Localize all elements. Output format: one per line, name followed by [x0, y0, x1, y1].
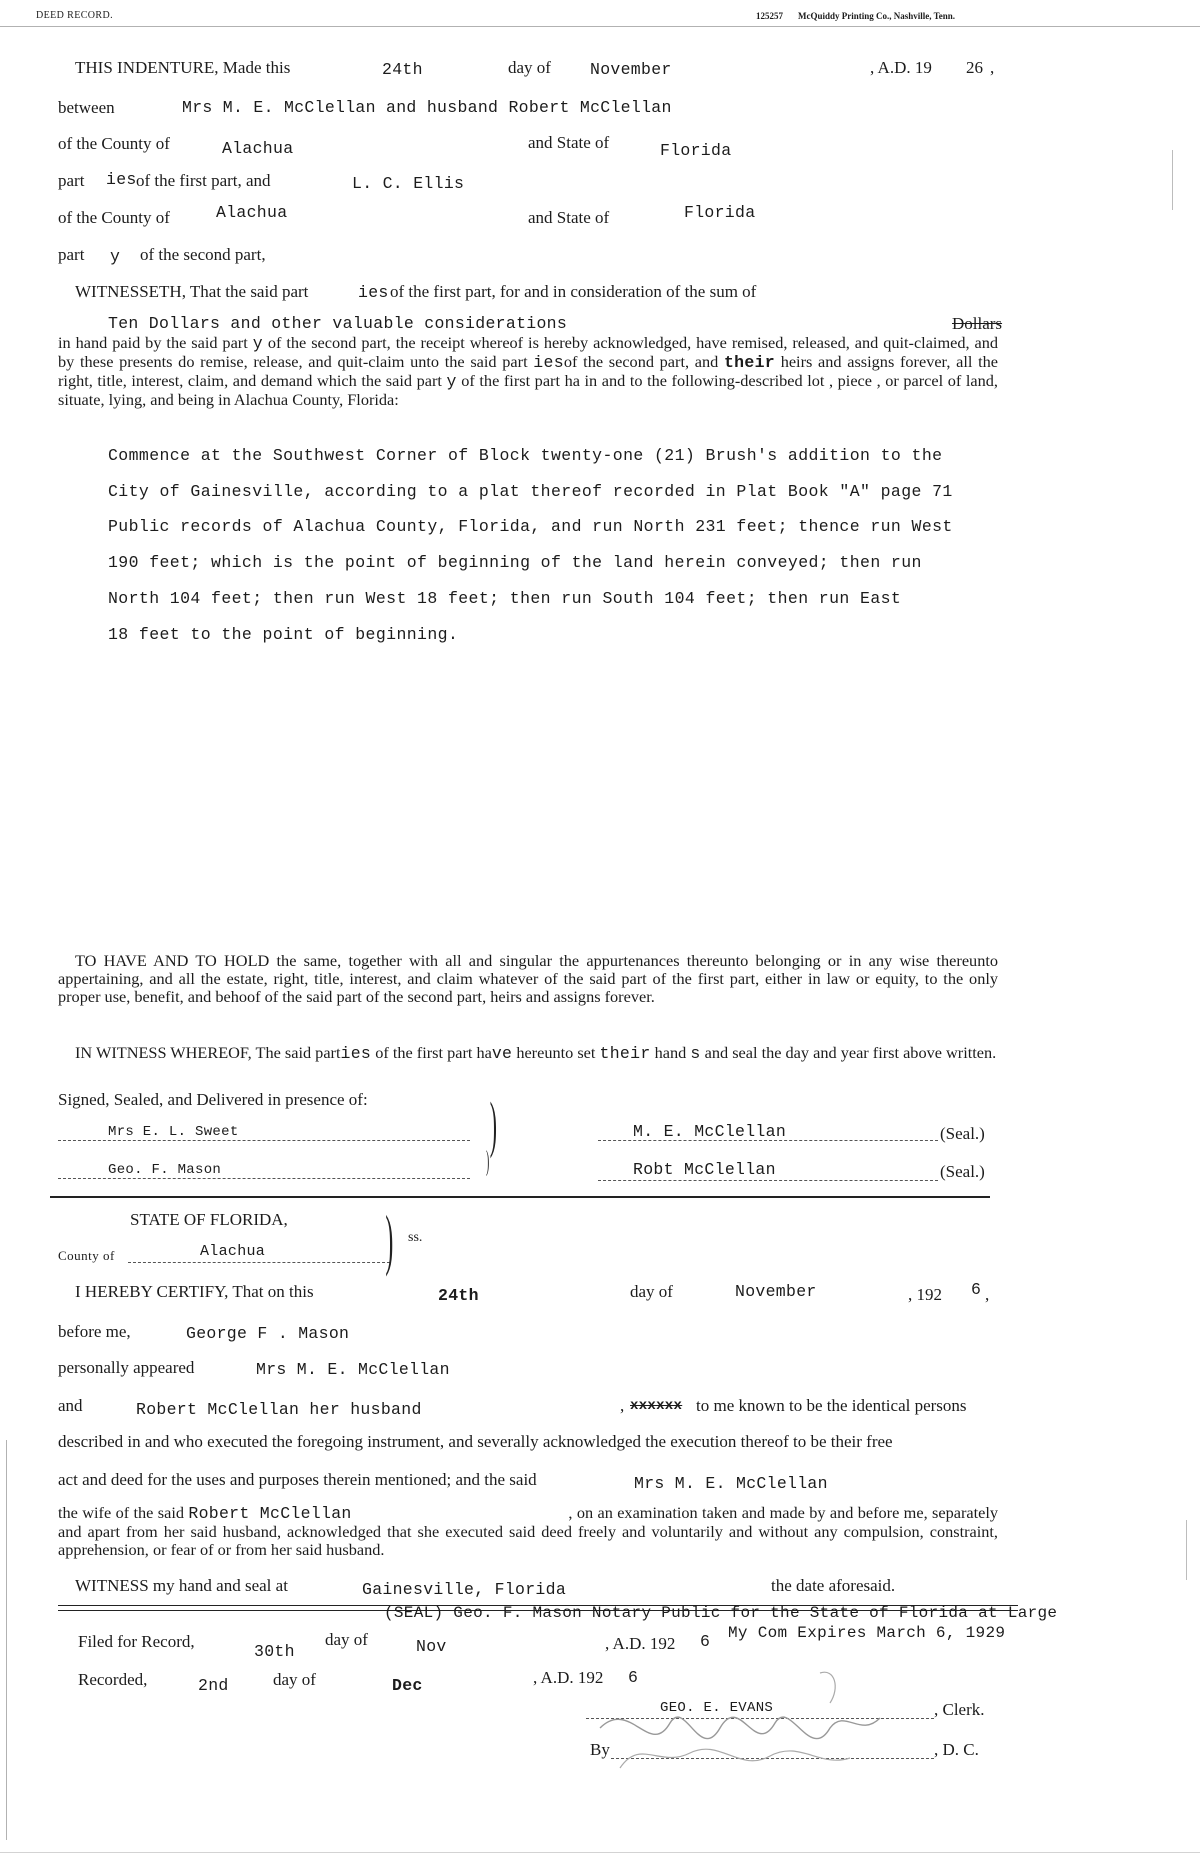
acknowledgment-divider [50, 1196, 990, 1198]
second-county: Alachua [216, 203, 288, 222]
notary-line: (SEAL) Geo. F. Mason Notary Public for the State of Florida at Large [384, 1604, 1058, 1622]
recorded-month: Dec [392, 1676, 423, 1695]
indenture-day-of: day of [508, 58, 551, 77]
ack-wife-paragraph [58, 1504, 998, 1559]
conveyance-a: in hand paid by the said part [58, 333, 248, 352]
ack-wife-name: Mrs M. E. McClellan [634, 1474, 828, 1493]
indenture-month: November [590, 60, 672, 79]
legal-line-1: Commence at the Southwest Corner of Block twenty-one (21) Brush's addition to the [108, 446, 943, 465]
conveyance-c: of the second part, the receipt whereof is hereby acknowledged, have remised, released, and quit-claimed, and by these presents do remise, release, and quit-claim unto the said part [58, 333, 998, 371]
second-state: Florida [684, 203, 756, 222]
grantor2-signature: Robt McClellan [633, 1160, 776, 1179]
conveyance-j: in and to the following-described lot , piece , or parcel of land, situate, lying, and being in Alachua County, Florida: [58, 371, 998, 409]
filed-year-prefix: , A.D. 192 [605, 1634, 676, 1653]
ack-person2: Robert McClellan her husband [136, 1400, 422, 1419]
ack-officer: George F . Mason [186, 1324, 350, 1343]
ack-month: November [735, 1282, 817, 1301]
by-label: By [590, 1740, 610, 1759]
ack-state: STATE OF FLORIDA, [130, 1210, 288, 1229]
habendum-clause: TO HAVE AND TO HOLD the same, together with all and singular the appurtenances thereunto belonging or in any wise thereunto appertaining, and all the estate, right, title, interest, and claim whatever of the said part of the first part, either in law or equity, to the only proper use, benefit, and behoof of the said part of the second part, heirs and assigns forever. [58, 951, 998, 1006]
grantor2-seal: (Seal.) [940, 1162, 985, 1181]
first-part-suffix: ies [106, 170, 137, 189]
signature-brace-lower: ) [486, 1146, 490, 1177]
first-part-text: of the first part, and [136, 171, 271, 190]
ack-year-suffix: , [985, 1285, 990, 1304]
ack-certify: I HEREBY CERTIFY, That on this [75, 1282, 314, 1301]
ack-and-label: and [58, 1396, 83, 1415]
conveyance-g: heirs and assigns forever, all the right, title, interest, claim, and demand which the said part [58, 352, 998, 390]
first-county-label: of the County of [58, 134, 170, 153]
bottom-edge-mark [0, 1852, 1200, 1853]
recorded-label: Recorded, [78, 1670, 148, 1689]
recorded-year-prefix: , A.D. 192 [533, 1668, 604, 1687]
ack-struck-text: xxxxxx [630, 1398, 683, 1414]
dc-label: , D. C. [934, 1740, 979, 1759]
consideration: Ten Dollars and other valuable considerations [108, 314, 568, 333]
ack-examination: , on an examination taken and made by and before me, separately and apart from her said husband, acknowledged that she executed said deed freely and voluntarily and without any compulsion, constraint, apprehension, or fear of or from her said husband. [58, 1503, 999, 1559]
filed-day: 30th [254, 1642, 295, 1661]
indenture-day: 24th [382, 60, 423, 79]
conveyance-d: ies [533, 353, 564, 372]
first-state-label: and State of [528, 133, 610, 152]
filed-label: Filed for Record, [78, 1632, 195, 1651]
in-witness-c: of the first part ha [375, 1043, 492, 1062]
first-party-names: Mrs M. E. McClellan and husband Robert McClellan [182, 98, 672, 117]
notary-commission: My Com Expires March 6, 1929 [728, 1624, 1006, 1642]
form-title: DEED RECORD. [36, 10, 114, 21]
in-witness-i: and seal the day and year first above written. [704, 1043, 997, 1062]
ack-year-prefix: , 192 [908, 1285, 942, 1304]
ack-day-of: day of [630, 1282, 673, 1301]
recorded-year-digit: 6 [628, 1668, 639, 1687]
between-label: between [58, 98, 115, 117]
ack-comma: , [620, 1396, 625, 1415]
recorded-day: 2nd [198, 1676, 229, 1695]
left-edge-mark [6, 1440, 7, 1840]
in-witness-e: hereunto set [516, 1043, 596, 1062]
indenture-ad-prefix: , A.D. 19 [870, 58, 932, 77]
legal-line-3: Public records of Alachua County, Florida, and run North 231 feet; thence run West [108, 517, 953, 536]
struck-dollars: Dollars [952, 314, 1003, 333]
ack-wife-label: the wife of the said [58, 1503, 184, 1522]
ack-appeared-label: personally appeared [58, 1358, 195, 1377]
legal-line-2: City of Gainesville, according to a plat thereof recorded in Plat Book "A" page 71 [108, 482, 953, 501]
witnesseth-a: WITNESSETH, That the said part [75, 282, 309, 301]
conveyance-h: y [446, 372, 457, 391]
indenture-year-suffix: , [990, 58, 995, 77]
ack-county: Alachua [200, 1243, 266, 1260]
witnesseth-paragraph [58, 334, 998, 409]
in-witness-h: s [690, 1044, 701, 1063]
right-edge-mark [1172, 150, 1173, 210]
ack-executed-line: described in and who executed the foregoing instrument, and severally acknowledged the execution thereof to be their free [58, 1432, 893, 1451]
ack-known-text: to me known to be the identical persons [696, 1396, 967, 1415]
form-number: 125257 [756, 11, 783, 21]
first-state: Florida [660, 141, 732, 160]
witnesseth-b: ies [358, 283, 389, 302]
ack-person1: Mrs M. E. McClellan [256, 1360, 450, 1379]
grantor1-signature: M. E. McClellan [633, 1122, 787, 1141]
clerk-name: GEO. E. EVANS [660, 1700, 774, 1716]
ack-before-label: before me, [58, 1322, 131, 1341]
first-part-label: part [58, 171, 85, 190]
signed-delivered-label: Signed, Sealed, and Delivered in presence of: [58, 1090, 368, 1109]
filed-day-of: day of [325, 1630, 368, 1649]
filed-month: Nov [416, 1637, 447, 1656]
indenture-intro: THIS INDENTURE, Made this [75, 58, 291, 77]
in-witness-a: IN WITNESS WHEREOF, The said part [75, 1043, 341, 1062]
signature-brace: ) [489, 1091, 497, 1159]
conveyance-e: of the second part, and [563, 352, 719, 371]
filed-year-digit: 6 [700, 1632, 711, 1651]
legal-line-4: 190 feet; which is the point of beginning of the land herein conveyed; then run [108, 553, 922, 572]
in-witness-f: their [599, 1044, 651, 1063]
conveyance-f: their [723, 353, 775, 372]
ack-year-digit: 6 [971, 1280, 982, 1299]
printer-imprint: McQuiddy Printing Co., Nashville, Tenn. [798, 11, 956, 21]
ack-witness-label: WITNESS my hand and seal at [75, 1576, 288, 1595]
grantor1-seal: (Seal.) [940, 1124, 985, 1143]
ack-husband: Robert McClellan [188, 1504, 352, 1523]
second-state-label: and State of [528, 208, 610, 227]
witnesseth-c: of the first part, for and in consideration of the sum of [390, 282, 757, 301]
deputy-clerk-signature [590, 1668, 890, 1778]
legal-line-5: North 104 feet; then run West 18 feet; then run South 104 feet; then run East [108, 589, 902, 608]
second-part-text: of the second part, [140, 245, 266, 264]
in-witness-paragraph [58, 1044, 998, 1063]
in-witness-d: ve [491, 1044, 513, 1063]
indenture-year: 26 [966, 58, 983, 77]
header-rule [0, 26, 1200, 27]
ack-ss: ss. [408, 1230, 423, 1245]
legal-line-6: 18 feet to the point of beginning. [108, 625, 459, 644]
first-county: Alachua [222, 139, 294, 158]
recorded-day-of: day of [273, 1670, 316, 1689]
ack-act-line: act and deed for the uses and purposes therein mentioned; and the said [58, 1470, 537, 1489]
ack-date-aforesaid: the date aforesaid. [771, 1576, 896, 1595]
clerk-label: , Clerk. [934, 1700, 985, 1719]
in-witness-b: ies [340, 1044, 372, 1063]
ack-brace: ) [385, 1201, 394, 1277]
witness1-name: Mrs E. L. Sweet [108, 1124, 239, 1140]
right-edge-mark-lower [1186, 1520, 1187, 1580]
witness2-name: Geo. F. Mason [108, 1162, 222, 1178]
conveyance-b: y [252, 334, 263, 353]
ack-county-label: County of [58, 1248, 115, 1263]
in-witness-g: hand [654, 1043, 687, 1062]
conveyance-i: of the first part ha [461, 371, 580, 390]
second-part-suffix: y [110, 247, 121, 266]
second-part-label: part [58, 245, 85, 264]
second-county-label: of the County of [58, 208, 170, 227]
ack-day: 24th [438, 1286, 479, 1305]
second-party-name: L. C. Ellis [352, 174, 465, 193]
ack-witness-place: Gainesville, Florida [362, 1580, 567, 1599]
